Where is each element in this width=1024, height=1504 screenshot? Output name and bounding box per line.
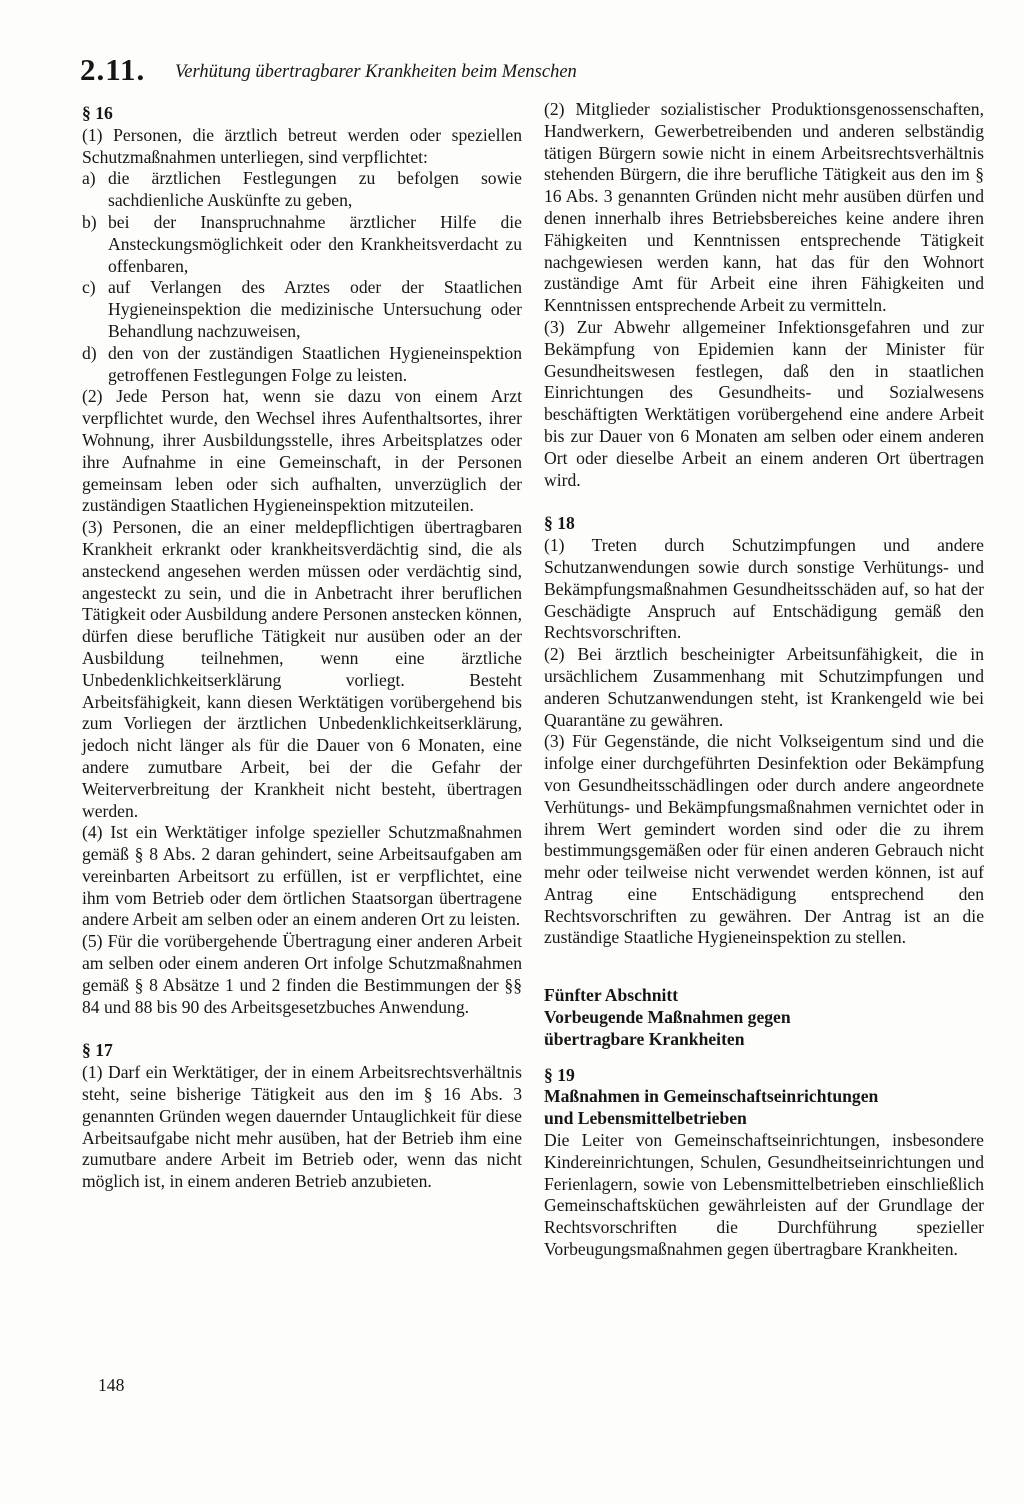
section-18-heading: § 18 xyxy=(544,513,575,534)
section-18-paragraph-3: (3) Für Gegenstände, die nicht Volkseigentum sind und die infolge einer durchgeführten Desinfektion oder Bekämpfung von Gesundheitsschädlingen oder durch andere angeordnete Verhütungs- und Bekämpfungsmaßnahmen vernichtet oder in ihrem Wert gemindert worden sind oder die zu ihrem bestimmungsgemäßen oder für einen anderen Gebrauch nicht mehr oder teilweise nicht verwendet werden können, ist auf Antrag eine Entschädigung entsprechend den Rechtsvorschriften zu gewähren. Der Antrag ist an die zuständige Staatliche Hygieneinspektion zu stellen. xyxy=(544,731,984,948)
spacer xyxy=(544,1051,984,1065)
list-item-letter: d) xyxy=(82,342,97,363)
section-16-paragraph-3: (3) Personen, die an einer meldepflichtigen übertragbaren Krankheit erkrankt oder krankheitsverdächtig sind, die als ansteckend angesehen werden müssen oder verdächtig sind, angesteckt zu sein, und die in Anbetracht ihrer beruflichen Tätigkeit oder Ausbildung andere Personen anstecken können, dürfen diese berufliche Tätigkeit nur ausüben oder an der Ausbildung teilnehmen, wenn eine ärztliche Unbedenklichkeitserklärung vorliegt. Besteht Arbeitsfähigkeit, kann diesen Werktätigen vorübergehend bis zum Vorliegen der ärztlichen Unbedenklichkeitserklärung, jedoch nicht länger als für die Dauer von 6 Monaten, eine andere zumutbare Arbeit, bei der die Gefahr der Weiterverbreitung der Krankheit nicht besteht, übertragen werden. xyxy=(82,517,522,821)
section-17-paragraph-1: (1) Darf ein Werktätiger, der in einem Arbeitsrechtsverhältnis steht, seine bisherige Tätigkeit aus den im § 16 Abs. 3 genannten Gründen wegen dauernder Untauglichkeit für diese Arbeitsaufgabe nicht mehr ausüben, hat der Betrieb ihm eine zumutbare andere Arbeit im Betrieb oder, wenn das nicht möglich ist, in einem anderen Betrieb anzubieten. xyxy=(82,1062,522,1192)
section-17-paragraph-3: (3) Zur Abwehr allgemeiner Infektionsgefahren und zur Bekämpfung von Epidemien kann der Minister für Gesundheitswesen festlegen, daß den in staatlichen Einrichtungen des Gesundheits- und Sozialwesens beschäftigten Werktätigen vorübergehend eine andere Arbeit bis zur Dauer von 6 Monaten am selben oder einem anderen Ort oder dieselbe Arbeit an einem anderen Ort übertragen wird. xyxy=(544,316,984,490)
chapter-title: Verhütung übertragbarer Krankheiten beim Menschen xyxy=(175,62,577,82)
page-number: 148 xyxy=(98,1375,125,1395)
spacer xyxy=(82,1018,522,1040)
list-item-text: die ärztlichen Festlegungen zu befolgen sowie sachdienliche Auskünfte zu geben, xyxy=(108,168,522,211)
section-17-heading: § 17 xyxy=(82,1040,113,1061)
section-19-title-line-2: und Lebensmittelbetrieben xyxy=(544,1108,747,1129)
left-column xyxy=(82,103,522,1193)
section-16-paragraph-5: (5) Für die vorübergehende Übertragung einer anderen Arbeit am selben oder einem anderen Ort infolge Schutzmaßnahmen gemäß § 8 Absätze 1 und 2 finden die Bestimmungen der §§ 84 und 88 bis 90 des Arbeitsgesetzbuches Anwendung. xyxy=(82,931,522,1017)
list-item xyxy=(82,343,522,387)
list-item-letter: a) xyxy=(82,168,96,189)
section-17-paragraph-2: (2) Mitglieder sozialistischer Produktionsgenossenschaften, Handwerkern, Gewerbetreibenden und anderen selbständig tätigen Bürgern sowie nicht in einem Arbeitsrechtsverhältnis stehenden Bürgern, die ihre berufliche Tätigkeit aus den im § 16 Abs. 3 genannten Gründen nicht mehr ausüben dürfen und denen innerhalb ihres Betriebsbereiches keine andere ihren Fähigkeiten und Kenntnissen entsprechende Tätigkeit nachgewiesen werden kann, hat das für den Wohnort zuständige Amt für Arbeit eine ihren Fähigkeiten und Kenntnissen entsprechende Arbeit zu vermitteln. xyxy=(544,99,984,316)
spacer xyxy=(544,491,984,513)
section-19-title-line-1: Maßnahmen in Gemeinschaftseinrichtungen xyxy=(544,1086,879,1107)
page-header xyxy=(80,50,960,96)
list-item-text: bei der Inanspruchnahme ärztlicher Hilfe die Ansteckungsmöglichkeit oder den Krankheitsverdacht zu offenbaren, xyxy=(108,211,522,276)
list-item-letter: b) xyxy=(82,211,97,232)
chapter-number: 2.11. xyxy=(80,52,146,87)
section-5-heading-line-1: Fünfter Abschnitt xyxy=(544,985,679,1006)
section-19-heading: § 19 xyxy=(544,1064,575,1085)
section-16-paragraph-2: (2) Jede Person hat, wenn sie dazu von einem Arzt verpflichtet wurde, den Wechsel ihres Aufenthaltsortes, ihrer Wohnung, ihrer Ausbildungsstelle, ihres Arbeitsplatzes oder ihre Aufnahme in eine Gemeinschaft, in der Personen gemeinsam leben oder sich aufhalten, unverzüglich der zuständigen Staatlichen Hygieneinspektion mitzuteilen. xyxy=(82,386,522,516)
right-column xyxy=(544,99,984,1261)
list-item-text: auf Verlangen des Arztes oder der Staatlichen Hygieneinspektion die medizinische Untersuchung oder Behandlung nachzuweisen, xyxy=(108,277,522,341)
section-5-heading-line-2: Vorbeugende Maßnahmen gegen xyxy=(544,1007,791,1028)
section-16-heading: § 16 xyxy=(82,103,113,123)
list-item xyxy=(82,212,522,277)
spacer xyxy=(544,949,984,971)
section-5-heading-line-3: übertragbare Krankheiten xyxy=(544,1028,745,1049)
list-item xyxy=(82,168,522,212)
section-16-paragraph-4: (4) Ist ein Werktätiger infolge spezieller Schutzmaßnahmen gemäß § 8 Abs. 2 daran gehindert, seine Arbeitsaufgaben am vereinbarten Arbeitsort zu erfüllen, ist er verpflichtet, eine ihm vom Betrieb oder dem örtlichen Staatsorgan übertragene andere Arbeit am selben oder an einem anderen Ort zu leisten. xyxy=(82,822,522,930)
section-19-body: Die Leiter von Gemeinschaftseinrichtungen, insbesondere Kindereinrichtungen, Schulen, Gesundheitseinrichtungen und Ferienlagern, sowie von Lebensmittelbetrieben einschließlich Gemeinschaftsküchen gewährleisten auf der Grundlage der Rechtsvorschriften die Durchführung spezieller Vorbeugungsmaßnahmen gegen übertragbare Krankheiten. xyxy=(544,1130,984,1260)
list-item-text: den von der zuständigen Staatlichen Hygieneinspektion getroffenen Festlegungen Folge zu leisten. xyxy=(108,342,522,385)
section-16-paragraph-1-intro: (1) Personen, die ärztlich betreut werden oder speziellen Schutzmaßnahmen unterliegen, sind verpflichtet: xyxy=(82,124,522,167)
section-18-paragraph-1: (1) Treten durch Schutzimpfungen und andere Schutzanwendungen sowie durch sonstige Verhütungs- und Bekämpfungsmaßnahmen Gesundheitsschäden auf, so hat der Geschädigte Anspruch auf Entschädigung gemäß den Rechtsvorschriften. xyxy=(544,535,984,643)
section-18-paragraph-2: (2) Bei ärztlich bescheinigter Arbeitsunfähigkeit, die in ursächlichem Zusammenhang mit Schutzimpfungen und anderen Schutzanwendungen steht, ist Krankengeld wie bei Quarantäne zu gewähren. xyxy=(544,644,984,730)
list-item-letter: c) xyxy=(82,277,96,298)
list-item xyxy=(82,277,522,342)
spacer xyxy=(544,971,984,985)
